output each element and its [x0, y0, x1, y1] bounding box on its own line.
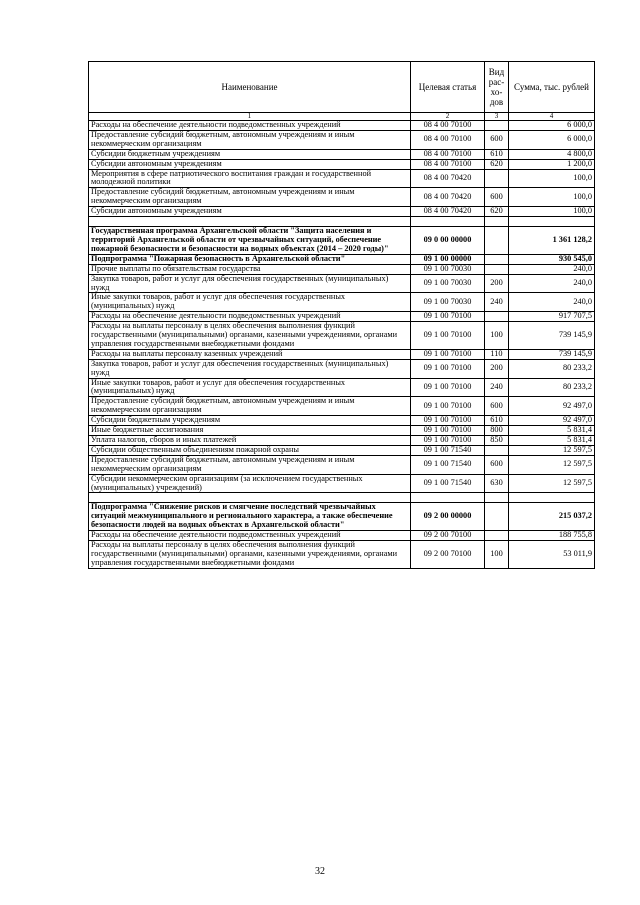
row-code: 08 4 00 70420	[411, 207, 485, 217]
table-row	[89, 416, 595, 426]
table-row	[89, 426, 595, 436]
table-row	[89, 169, 595, 188]
row-name: Уплата налогов, сборов и иных платежей	[89, 436, 411, 446]
table-row	[89, 254, 595, 264]
row-name: Иные закупки товаров, работ и услуг для обеспечения государственных (муниципальных) нужд	[89, 378, 411, 397]
row-sum: 6 000,0	[509, 130, 595, 149]
empty-cell	[411, 217, 485, 227]
table-row	[89, 397, 595, 416]
row-name: Расходы на обеспечение деятельности подведомственных учреждений	[89, 121, 411, 131]
spacer-row	[89, 217, 595, 227]
column-number: 4	[509, 113, 595, 121]
row-code: 09 2 00 70100	[411, 531, 485, 541]
row-kind	[485, 254, 509, 264]
row-kind	[485, 312, 509, 322]
empty-cell	[89, 493, 411, 503]
table-row	[89, 227, 595, 255]
table-row	[89, 436, 595, 446]
table-row	[89, 531, 595, 541]
row-sum: 930 545,0	[509, 254, 595, 264]
row-kind: 240	[485, 293, 509, 312]
column-number: 1	[89, 113, 411, 121]
row-name: Государственная программа Архангельской области "Защита населения и территорий Архангельской области от чрезвычайных ситуаций, обеспечение пожарной безопасности и безопасности на водных объектах (2014 – 2020 годы)"	[89, 227, 411, 255]
table-row	[89, 378, 595, 397]
row-code: 08 4 00 70100	[411, 159, 485, 169]
row-kind	[485, 503, 509, 531]
row-code: 09 1 00 00000	[411, 254, 485, 264]
row-code: 09 1 00 70100	[411, 322, 485, 350]
row-sum: 53 011,9	[509, 541, 595, 569]
table-header-row	[89, 62, 595, 113]
row-name: Расходы на выплаты персоналу казенных учреждений	[89, 349, 411, 359]
row-name: Субсидии некоммерческим организациям (за исключением государственных (муниципальных) учреждений)	[89, 474, 411, 493]
row-name: Подпрограмма "Снижение рисков и смягчение последствий чрезвычайных ситуаций межмуниципального и регионального характера, а также обеспечение безопасности людей на водных объектах в Архангельской области"	[89, 503, 411, 531]
row-sum: 215 037,2	[509, 503, 595, 531]
row-code: 09 1 00 71540	[411, 445, 485, 455]
row-code: 09 1 00 70030	[411, 264, 485, 274]
row-name: Предоставление субсидий бюджетным, автономным учреждениям и иным некоммерческим организациям	[89, 130, 411, 149]
row-kind: 600	[485, 130, 509, 149]
row-name: Субсидии автономным учреждениям	[89, 159, 411, 169]
row-code: 09 1 00 70100	[411, 349, 485, 359]
row-name: Субсидии бюджетным учреждениям	[89, 416, 411, 426]
row-name: Предоставление субсидий бюджетным, автономным учреждениям и иным некоммерческим организациям	[89, 188, 411, 207]
row-sum: 92 497,0	[509, 416, 595, 426]
row-name: Субсидии бюджетным учреждениям	[89, 149, 411, 159]
row-name: Иные бюджетные ассигнования	[89, 426, 411, 436]
row-kind: 850	[485, 436, 509, 446]
empty-cell	[509, 493, 595, 503]
empty-cell	[411, 493, 485, 503]
row-code: 09 1 00 71540	[411, 474, 485, 493]
row-name: Субсидии автономным учреждениям	[89, 207, 411, 217]
table-row	[89, 188, 595, 207]
row-kind	[485, 121, 509, 131]
table-row	[89, 121, 595, 131]
row-sum: 100,0	[509, 207, 595, 217]
row-sum: 12 597,5	[509, 474, 595, 493]
row-code: 09 1 00 70100	[411, 436, 485, 446]
row-sum: 100,0	[509, 188, 595, 207]
row-kind	[485, 445, 509, 455]
row-sum: 240,0	[509, 293, 595, 312]
row-code: 09 1 00 70030	[411, 293, 485, 312]
row-kind	[485, 227, 509, 255]
row-code: 08 4 00 70420	[411, 169, 485, 188]
row-sum: 188 755,8	[509, 531, 595, 541]
row-sum: 12 597,5	[509, 455, 595, 474]
table-row	[89, 541, 595, 569]
row-name: Расходы на обеспечение деятельности подведомственных учреждений	[89, 531, 411, 541]
row-kind: 200	[485, 359, 509, 378]
row-code: 09 0 00 00000	[411, 227, 485, 255]
table-row	[89, 312, 595, 322]
page-number: 32	[315, 866, 325, 877]
row-sum: 6 000,0	[509, 121, 595, 131]
row-code: 09 1 00 70100	[411, 312, 485, 322]
row-code: 09 1 00 70100	[411, 359, 485, 378]
row-code: 09 1 00 70100	[411, 416, 485, 426]
row-name: Подпрограмма "Пожарная безопасность в Архангельской области"	[89, 254, 411, 264]
row-code: 09 1 00 70100	[411, 426, 485, 436]
row-kind: 620	[485, 207, 509, 217]
empty-cell	[89, 217, 411, 227]
table-row	[89, 274, 595, 293]
row-name: Закупка товаров, работ и услуг для обеспечения государственных (муниципальных) нужд	[89, 274, 411, 293]
table-row	[89, 293, 595, 312]
column-number: 3	[485, 113, 509, 121]
empty-cell	[485, 217, 509, 227]
table-row	[89, 474, 595, 493]
row-name: Субсидии общественным объединениям пожарной охраны	[89, 445, 411, 455]
row-sum: 92 497,0	[509, 397, 595, 416]
row-kind: 800	[485, 426, 509, 436]
row-kind	[485, 264, 509, 274]
row-name: Прочие выплаты по обязательствам государства	[89, 264, 411, 274]
row-sum: 100,0	[509, 169, 595, 188]
row-code: 08 4 00 70420	[411, 188, 485, 207]
row-name: Предоставление субсидий бюджетным, автономным учреждениям и иным некоммерческим организациям	[89, 455, 411, 474]
row-kind: 600	[485, 397, 509, 416]
table-row	[89, 130, 595, 149]
row-code: 08 4 00 70100	[411, 130, 485, 149]
row-kind: 620	[485, 159, 509, 169]
table-row	[89, 207, 595, 217]
table-row	[89, 359, 595, 378]
header-name: Наименование	[89, 62, 411, 113]
row-code: 09 2 00 70100	[411, 541, 485, 569]
row-code: 09 1 00 71540	[411, 455, 485, 474]
row-kind: 200	[485, 274, 509, 293]
row-kind: 610	[485, 416, 509, 426]
table-row	[89, 149, 595, 159]
row-sum: 240,0	[509, 264, 595, 274]
row-kind: 100	[485, 322, 509, 350]
header-code: Целевая статья	[411, 62, 485, 113]
row-sum: 4 800,0	[509, 149, 595, 159]
table-row	[89, 455, 595, 474]
row-code: 09 1 00 70100	[411, 397, 485, 416]
row-code: 09 2 00 00000	[411, 503, 485, 531]
header-sum: Сумма, тыс. рублей	[509, 62, 595, 113]
row-sum: 1 200,0	[509, 159, 595, 169]
row-name: Мероприятия в сфере патриотического воспитания граждан и государственной молодежной политики	[89, 169, 411, 188]
empty-cell	[509, 217, 595, 227]
row-kind	[485, 169, 509, 188]
budget-table-body	[89, 62, 595, 569]
column-number-row	[89, 113, 595, 121]
row-kind: 610	[485, 149, 509, 159]
table-row	[89, 349, 595, 359]
row-sum: 1 361 128,2	[509, 227, 595, 255]
budget-table	[88, 61, 595, 569]
row-sum: 80 233,2	[509, 378, 595, 397]
table-row	[89, 159, 595, 169]
empty-cell	[485, 493, 509, 503]
row-sum: 240,0	[509, 274, 595, 293]
row-kind	[485, 531, 509, 541]
row-code: 09 1 00 70030	[411, 274, 485, 293]
row-code: 09 1 00 70100	[411, 378, 485, 397]
row-sum: 12 597,5	[509, 445, 595, 455]
table-row	[89, 264, 595, 274]
column-number: 2	[411, 113, 485, 121]
row-name: Закупка товаров, работ и услуг для обеспечения государственных (муниципальных) нужд	[89, 359, 411, 378]
row-sum: 917 707,5	[509, 312, 595, 322]
row-code: 08 4 00 70100	[411, 149, 485, 159]
row-name: Расходы на обеспечение деятельности подведомственных учреждений	[89, 312, 411, 322]
row-sum: 5 831,4	[509, 426, 595, 436]
row-sum: 80 233,2	[509, 359, 595, 378]
row-kind: 600	[485, 188, 509, 207]
row-name: Расходы на выплаты персоналу в целях обеспечения выполнения функций государственными (муниципальными) органами, казенными учреждениями, органами управления государственными внебюджетными фондами	[89, 541, 411, 569]
row-name: Расходы на выплаты персоналу в целях обеспечения выполнения функций государственными (муниципальными) органами, казенными учреждениями, органами управления государственными внебюджетными фондами	[89, 322, 411, 350]
row-name: Иные закупки товаров, работ и услуг для обеспечения государственных (муниципальных) нужд	[89, 293, 411, 312]
row-sum: 739 145,9	[509, 322, 595, 350]
row-name: Предоставление субсидий бюджетным, автономным учреждениям и иным некоммерческим организациям	[89, 397, 411, 416]
header-kind: Вид рас-хо-дов	[485, 62, 509, 113]
row-kind: 100	[485, 541, 509, 569]
row-sum: 5 831,4	[509, 436, 595, 446]
spacer-row	[89, 493, 595, 503]
row-kind: 240	[485, 378, 509, 397]
table-row	[89, 322, 595, 350]
row-kind: 630	[485, 474, 509, 493]
row-code: 08 4 00 70100	[411, 121, 485, 131]
row-kind: 110	[485, 349, 509, 359]
table-row	[89, 445, 595, 455]
row-sum: 739 145,9	[509, 349, 595, 359]
table-row	[89, 503, 595, 531]
row-kind: 600	[485, 455, 509, 474]
